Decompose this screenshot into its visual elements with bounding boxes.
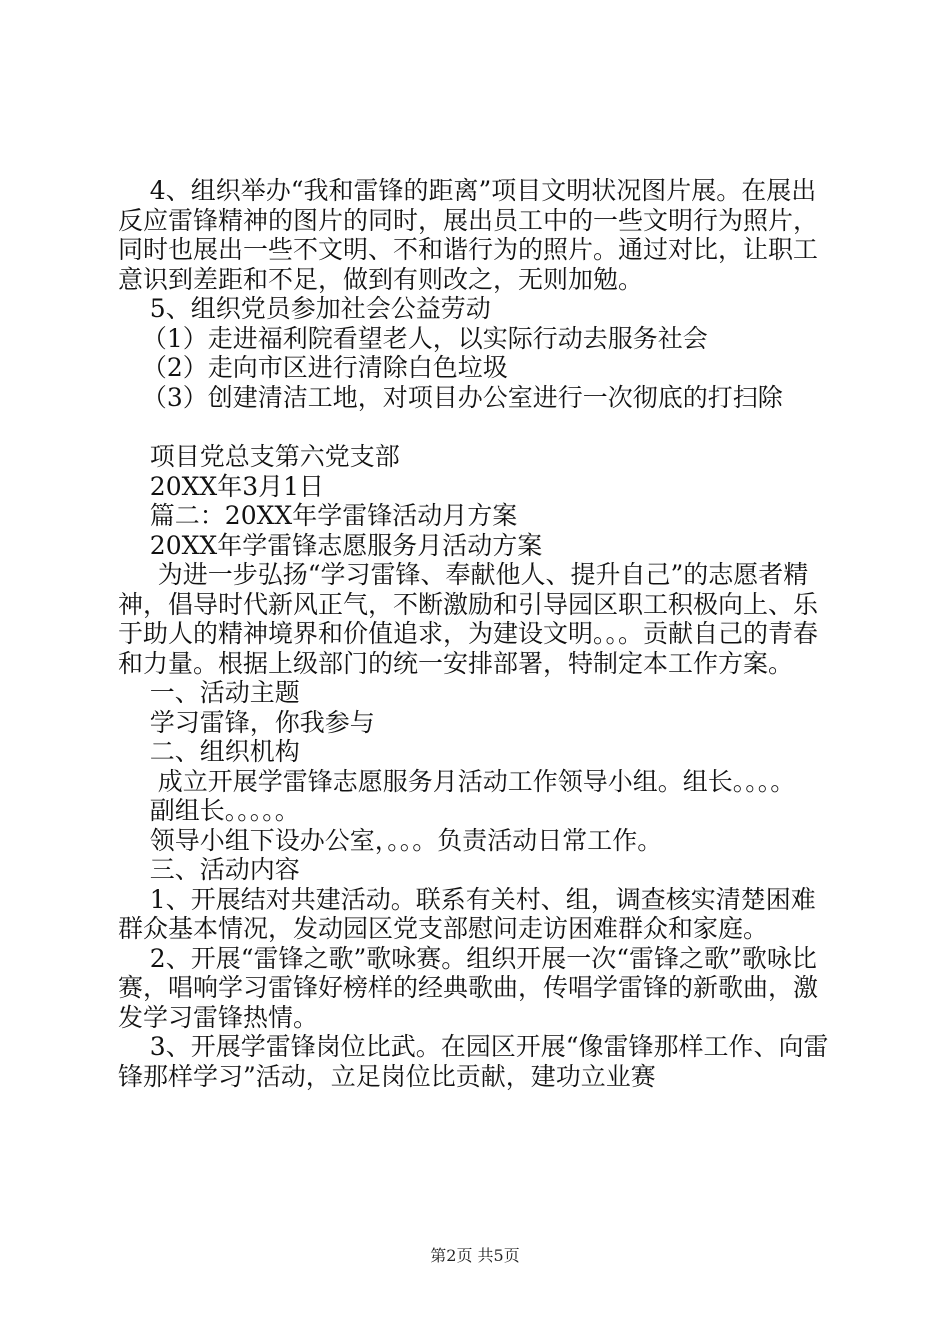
signature-date: 20XX年3月1日 <box>118 471 325 501</box>
signature-organization: 项目党总支第六党支部 <box>118 442 400 471</box>
paragraph-office: 领导小组下设办公室，。。。负责活动日常工作。 <box>118 825 663 855</box>
document-body <box>118 176 838 1091</box>
paragraph-theme-text: 学习雷锋，你我参与 <box>118 707 375 737</box>
section-title-part2: 篇二：20XX年学雷锋活动月方案 <box>118 501 518 530</box>
paragraph-item5-public-labor: 5、组织党员参加社会公益劳动 <box>118 294 491 323</box>
paragraph-intro: 为进一步弘扬“学习雷锋、奉献他人、提升自己”的志愿者精神，倡导时代新风正气，不断激励和引导园区职工积极向上、乐于助人的精神境界和价值追求，为建设文明。。。贡献自己的青春和力量。根据上级部门的统一安排部署，特制定本工作方案。 <box>118 560 819 678</box>
paragraph-gap <box>118 412 838 442</box>
paragraph-content-3: 3、开展学雷锋岗位比武。在园区开展“像雷锋那样工作、向雷锋那样学习”活动，立足岗位比贡献，建功立业赛 <box>118 1032 829 1091</box>
paragraph-content-2: 2、开展“雷锋之歌”歌咏赛。组织开展一次“雷锋之歌”歌咏比赛，唱响学习雷锋好榜样的经典歌曲，传唱学雷锋的新歌曲，激发学习雷锋热情。 <box>118 943 819 1032</box>
paragraph-vice-leader: 副组长。。。。。 <box>118 796 300 825</box>
heading-activity-theme: 一、活动主题 <box>118 678 300 707</box>
heading-organization: 二、组织机构 <box>118 737 300 766</box>
paragraph-sub3-clean-site: （3）创建清洁工地，对项目办公室进行一次彻底的打扫除 <box>118 382 783 412</box>
paragraph-sub2-clean-city: （2）走向市区进行清除白色垃圾 <box>118 353 508 382</box>
page-footer: 第2页 共5页 <box>430 1246 520 1265</box>
paragraph-sub1-welfare-home: （1）走进福利院看望老人，以实际行动去服务社会 <box>118 323 708 353</box>
paragraph-leader-group: 成立开展学雷锋志愿服务月活动工作领导小组。组长。。。。 <box>118 766 796 796</box>
paragraph-content-1: 1、开展结对共建活动。联系有关村、组，调查核实清楚困难群众基本情况，发动园区党支部慰问走访困难群众和家庭。 <box>118 884 816 943</box>
heading-activity-content: 三、活动内容 <box>118 855 300 884</box>
document-title: 20XX年学雷锋志愿服务月活动方案 <box>118 530 543 560</box>
paragraph-item4-photo-exhibition: 4、组织举办“我和雷锋的距离”项目文明状况图片展。在展出反应雷锋精神的图片的同时，展出员工中的一些文明行为照片，同时也展出一些不文明、不和谐行为的照片。通过对比，让职工意识到差距和不足，做到有则改之，无则加勉。 <box>118 176 819 294</box>
